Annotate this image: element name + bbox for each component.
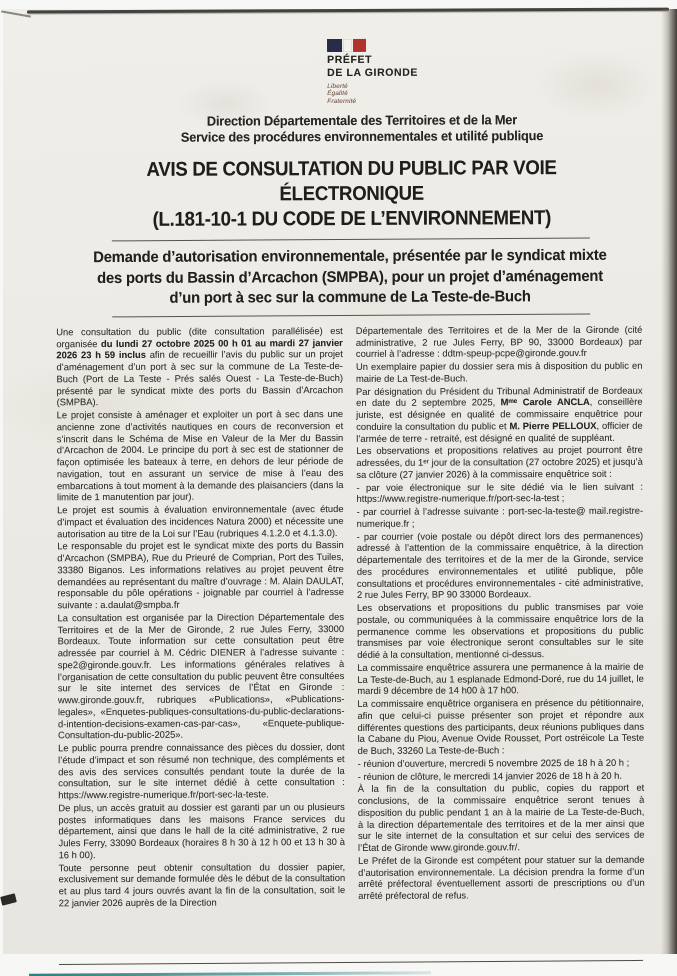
service-line-2: Service des procédures environnementales et utilité publique bbox=[180, 127, 544, 145]
body-text: Le Préfet de la Gironde est compétent pour statuer sur la demande d’autorisation environnementale. La décision prendra la forme d’un arrêté préfectoral éventuellement assorti de prescriptions ou d’un arrêté préfectoral de refus. bbox=[358, 853, 645, 901]
paragraph bbox=[58, 741, 345, 801]
paragraph bbox=[57, 539, 344, 611]
motto-line: Liberté bbox=[327, 82, 348, 90]
body-text: Le projet consiste à aménager et exploiter un port à sec dans une ancienne zone d’activités nautiques en cours de reconversion et s’inscrit dans le Schéma de Mise en Valeur de la Mer du Bassin d’Arcachon de 2004. Le principe du port à sec est de stationner de façon optimisée les bateaux à terre, en dehors de leur période de navigation, tout en assurant un service de mise à l’eau des embarcations à tout moment à la demande des plaisanciers (dans la limite de 1 manutention par jour). bbox=[56, 408, 344, 503]
divider-under-title bbox=[112, 238, 590, 242]
body-text: Un exemplaire papier du dossier sera mis à disposition du public en mairie de La Test-de-Buch. bbox=[355, 359, 643, 384]
body-text: - par courriel à l’adresse suivante : port-sec-la-teste@ mail.registre-numerique.fr ; bbox=[356, 504, 644, 529]
paragraph bbox=[358, 853, 645, 901]
divider-footer bbox=[59, 960, 643, 965]
flag-white-block bbox=[343, 39, 352, 52]
body-text: Une consultation du public (dite consultation parallélisée) est organisée bbox=[56, 324, 343, 349]
paragraph bbox=[56, 325, 343, 408]
body-text: , officier de l’armée de terre - retraité, est désigné en qualité de suppléant. bbox=[356, 419, 643, 444]
paragraph bbox=[356, 480, 643, 505]
bold-text: du lundi 27 octobre 2025 00 h 01 au mardi 27 janvier 2026 23 h 59 inclus bbox=[56, 336, 343, 361]
subtitle-line-1: Demande d’autorisation environnementale, présentée par le syndicat mixte bbox=[93, 247, 607, 267]
notice-title-line-1: AVIS DE CONSULTATION DU PUBLIC PAR VOIE ÉLECTRONIQUE bbox=[146, 157, 557, 206]
paragraph bbox=[57, 408, 344, 503]
paragraph bbox=[356, 323, 643, 359]
left-column bbox=[56, 325, 345, 955]
republic-motto bbox=[327, 82, 418, 105]
paragraph bbox=[356, 360, 643, 385]
paragraph bbox=[57, 611, 344, 741]
body-text: Départementale des Territoires et de la Mer de la Gironde (cité administrative, 2 rue Jules Ferry, BP 90, 33000 Bordeaux) par courriel à l’adresse : ddtm-speup-pcpe@gironde.gouv.fr bbox=[355, 323, 643, 360]
body-text: Le public pourra prendre connaissance des pièces du dossier, dont l’étude d’impact et son résumé non technique, des compléments et des avis des services consultés pendant toute la durée de la consultation, sur le site internet dédié à cette consultation : https://www.registre-numerique.fr/port-sec-la-teste. bbox=[58, 741, 345, 801]
issuing-service bbox=[64, 112, 633, 145]
subtitle-line-3: d’un port à sec sur la commune de La Teste-de-Buch bbox=[169, 288, 531, 308]
document-header bbox=[55, 38, 641, 146]
paragraph bbox=[358, 769, 645, 782]
paragraph bbox=[59, 861, 346, 909]
paragraph bbox=[356, 444, 643, 480]
scan-edge-top bbox=[27, 8, 669, 14]
motto-line: Fraternité bbox=[327, 97, 357, 105]
paragraph bbox=[358, 782, 645, 854]
logo-prefet-text: PRÉFET bbox=[327, 53, 373, 67]
body-text: La commissaire enquêtrice organisera en présence du pétitionnaire, afin que celui-ci puisse présenter son projet et répondre aux différentes questions des participants, deux réunions publiques dans la Cabane du Piou, Avenue Ovide Rousset, Port ostréicole La Teste de Buch, 33260 La Teste-de-Buch : bbox=[357, 696, 645, 756]
bold-text: M. Pierre PELLOUX bbox=[509, 419, 597, 432]
body-text: Toute personne peut obtenir consultation du dossier papier, exclusivement sur demande formulée dès le début de la consultation et au plus tard 4 jours ouvrés avant la fin de la consultation, soit le 22 janvier 2026 auprès de la Direction bbox=[58, 860, 346, 909]
body-text: Le responsable du projet est le syndicat mixte des ports du Bassin d’Arcachon (SMPBA), Rue du Prieuré de Comprian, Port des Tuiles, 33380 Biganos. Les informations relatives au projet peuvent être demandées au représentant du maître d’ouvrage : M. Alain DAULAT, responsable du pôle opérations - joignable par courriel à l’adresse suivante : a.daulat@smpba.fr bbox=[57, 539, 344, 611]
body-text: Le projet est soumis à évaluation environnementale (avec étude d’impact et évaluation des incidences Natura 2000) et nécessite une autorisation au titre de la Loi sur l’Eau (rubriques 4.1.2.0 et 4.1.3.0). bbox=[57, 503, 344, 539]
notice-title bbox=[82, 156, 622, 233]
body-text: afin de recueillir l’avis du public sur un projet d’aménagement d’un port à sec sur la commune de La Teste-de-Buch (Port de La Teste - Prés salés Ouest - La Teste-de-Buch) présenté par le syndicat mixte des ports du Bassin d’Arcachon (SMPBA). bbox=[56, 348, 344, 408]
motto-line: Égalité bbox=[327, 90, 348, 98]
body-text: - par voie électronique sur le site dédié via le lien suivant : https://www.registre-numerique.fr/port-sec-la-test ; bbox=[356, 480, 643, 505]
paragraph bbox=[57, 503, 344, 539]
flag-red-block bbox=[353, 39, 366, 52]
body-columns bbox=[56, 323, 645, 955]
body-text: Les observations et propositions relatives au projet pourront être adressées, du 1ᵉʳ jour de la consultation (27 octobre 2025) et jusqu’à sa clôture (27 janvier 2026) à la commissaire enquêtrice soit : bbox=[356, 443, 643, 480]
subtitle-line-2: des ports du Bassin d’Arcachon (SMPBA), pour un projet d’aménagement bbox=[97, 267, 603, 287]
flag-blue-block bbox=[327, 39, 342, 52]
scan-teal-streak bbox=[29, 971, 431, 976]
paragraph bbox=[357, 697, 644, 757]
scanned-page bbox=[3, 9, 677, 954]
logo-gironde-text: DE LA GIRONDE bbox=[327, 66, 419, 80]
document-content bbox=[3, 38, 677, 976]
paragraph bbox=[357, 529, 644, 601]
french-flag-icon bbox=[327, 39, 368, 52]
divider-under-subtitle bbox=[112, 313, 590, 317]
paragraph bbox=[357, 505, 644, 530]
paragraph bbox=[58, 801, 345, 861]
service-line-1: Direction Départementale des Territoires et de la Mer bbox=[206, 112, 518, 129]
body-text: - réunion de clôture, le mercredi 14 janvier 2026 de 18 h à 20 h. bbox=[357, 769, 622, 782]
notice-subtitle bbox=[70, 246, 631, 310]
bold-text: Mᵐᵉ Carole ANCLA bbox=[500, 396, 590, 408]
paragraph bbox=[356, 384, 643, 444]
body-text: , conseillère juriste, est désignée en qualité de commissaire enquêtrice pour conduire la consultation du public et bbox=[356, 395, 643, 432]
right-column bbox=[356, 323, 645, 953]
body-text: Par désignation du Président du Tribunal Administratif de Bordeaux en date du 2 septembre 2025, bbox=[356, 384, 643, 409]
notice-title-line-2: (L.181-10-1 DU CODE DE L’ENVIRONNEMENT) bbox=[152, 207, 552, 232]
paragraph bbox=[357, 660, 644, 696]
body-text: La commissaire enquêtrice assurera une permanence à la mairie de La Teste-de-Buch, au 1 esplanade Edmond-Doré, rue du 14 juillet, le mardi 9 décembre de 14 h00 à 17 h00. bbox=[357, 660, 644, 697]
body-text: De plus, un accès gratuit au dossier est garanti par un ou plusieurs postes informatiques dans les maisons France services du département, ainsi que dans le hall de la cité administrative, 2 rue Jules Ferry, 33090 Bordeaux (horaires 8 h 30 à 12 h 00 et 13 h 30 à 16 h 00). bbox=[58, 800, 346, 861]
paragraph bbox=[357, 601, 644, 661]
body-text: Les observations et propositions du public transmises par voie postale, ou communiquées à la commissaire enquêtrice lors de la permanence comme les observations et propositions du public transmises par voie électronique seront consultables sur le site dédié à la consultation, mentionné ci-dessus. bbox=[356, 600, 644, 660]
body-text: - réunion d’ouverture, mercredi 5 novembre 2025 de 18 h à 20 h ; bbox=[357, 756, 630, 769]
paragraph bbox=[358, 756, 645, 769]
body-text: - par courrier (voie postale ou dépôt direct lors des permanences) adressé à l’attention de la commissaire enquêtrice, à la direction départementale des territoires et de la mer de la Gironde, service des procédures environnementales et utilité publique, pôle consultations et procédures environnementales - cité administrative, 2 rue Jules Ferry, BP 90 33000 Bordeaux. bbox=[356, 529, 644, 601]
body-text: À la fin de la consultation du public, copies du rapport et conclusions, de la commissaire enquêtrice seront tenues à disposition du public pendant 1 an à la mairie de La Teste-de-Buch, à la direction départementale des territoires et de la mer ainsi que sur le site internet de la consultation et sur celui des services de l’État de Gironde www.gironde.gouv.fr/. bbox=[357, 781, 645, 853]
body-text: La consultation est organisée par la Direction Départementale des Territoires et de la Mer de Gironde, 2 rue Jules Ferry, 33000 Bordeaux. Toute information sur cette consultation peut être adressée par courriel à M. Cédric DIENER à l’adresse suivante : spe2@gironde.gouv.fr. Les informations générales relatives à l’organisation de cette consultation du public peuvent être consultées sur le site internet des services de l’État en Gironde : www.gironde.gouv.fr, rubriques «Publications», «Publications-legales», «Enquetes-publiques-consultations-du-public-declarations-d-intention-decisions-examen-cas-par-cas», «Enquete-publique-Consultation-du-public-2025». bbox=[57, 610, 345, 741]
prefecture-logo bbox=[327, 39, 418, 106]
